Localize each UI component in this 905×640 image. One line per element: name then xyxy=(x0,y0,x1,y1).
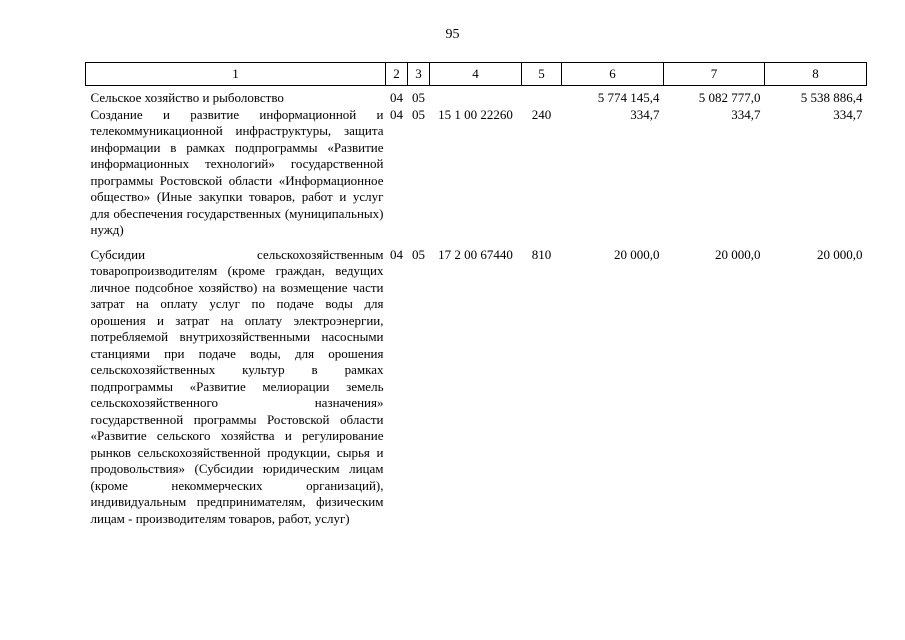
row-amount-col7: 334,7 xyxy=(731,106,761,122)
row-amount-col8: 334,7 xyxy=(833,106,863,122)
row-amount-col8: 5 538 886,4 xyxy=(800,90,863,105)
page-number: 95 xyxy=(445,27,460,42)
row-expense-type xyxy=(522,86,562,107)
table-row xyxy=(86,239,867,528)
column-header-6: 6 xyxy=(562,63,664,86)
row-subsection-code: 05 xyxy=(412,106,425,122)
budget-table xyxy=(85,62,867,527)
column-header-5: 5 xyxy=(522,63,562,86)
row-amount-col7: 5 082 777,0 xyxy=(698,90,761,105)
row-description: Создание и развитие информационной и телекоммуникационной инфраструктуры, защита информации в рамках подпрограммы «Развитие информационных технологий» государственной программы Ростовской области «Информационное общество» (Иные закупки товаров, работ и услуг для обеспечения государственных (муниципальных) нужд) xyxy=(90,106,384,237)
row-description: Субсидии сельскохозяйственным товаропроизводителям (кроме граждан, ведущих личное подсобное хозяйство) на возмещение части затрат на оплату услуг по подаче воды для орошения и затрат на оплату электроэнергии, потребляемой внутрихозяйственными насосными станциями при подаче воды, для орошения сельскохозяйственных культур в рамках подпрограммы «Развитие мелиорации земель сельскохозяйственного назначения» государственной программы Ростовской области «Развитие сельского хозяйства и регулирование рынков сельскохозяйственной продукции, сырья и продовольствия» (Субсидии юридическим лицам (кроме некоммерческих организаций), индивидуальным предпринимателям, физическим лицам - производителям товаров, работ, услуг) xyxy=(90,246,384,526)
row-description: Сельское хозяйство и рыболовство xyxy=(90,90,284,105)
table-row xyxy=(86,107,867,239)
row-amount-col6: 334,7 xyxy=(630,106,660,122)
row-section-code: 04 xyxy=(390,90,403,105)
row-section-code: 04 xyxy=(390,246,403,262)
header-row xyxy=(86,63,867,86)
column-header-1: 1 xyxy=(86,63,386,86)
row-section-code: 04 xyxy=(390,106,403,122)
row-subsection-code: 05 xyxy=(412,246,425,262)
row-subsection-code: 05 xyxy=(412,90,425,105)
row-amount-col7: 20 000,0 xyxy=(715,246,761,262)
column-header-3: 3 xyxy=(408,63,430,86)
row-amount-col6: 5 774 145,4 xyxy=(597,90,660,105)
row-target-article xyxy=(430,86,522,107)
table-row xyxy=(86,86,867,107)
row-amount-col6: 20 000,0 xyxy=(614,246,660,262)
row-expense-type: 810 xyxy=(531,246,552,262)
column-header-8: 8 xyxy=(765,63,867,86)
row-target-article: 17 2 00 67440 xyxy=(438,246,513,262)
column-header-2: 2 xyxy=(386,63,408,86)
column-header-4: 4 xyxy=(430,63,522,86)
column-header-7: 7 xyxy=(664,63,765,86)
row-amount-col8: 20 000,0 xyxy=(817,246,863,262)
row-target-article: 15 1 00 22260 xyxy=(438,106,513,122)
row-expense-type: 240 xyxy=(531,106,552,122)
